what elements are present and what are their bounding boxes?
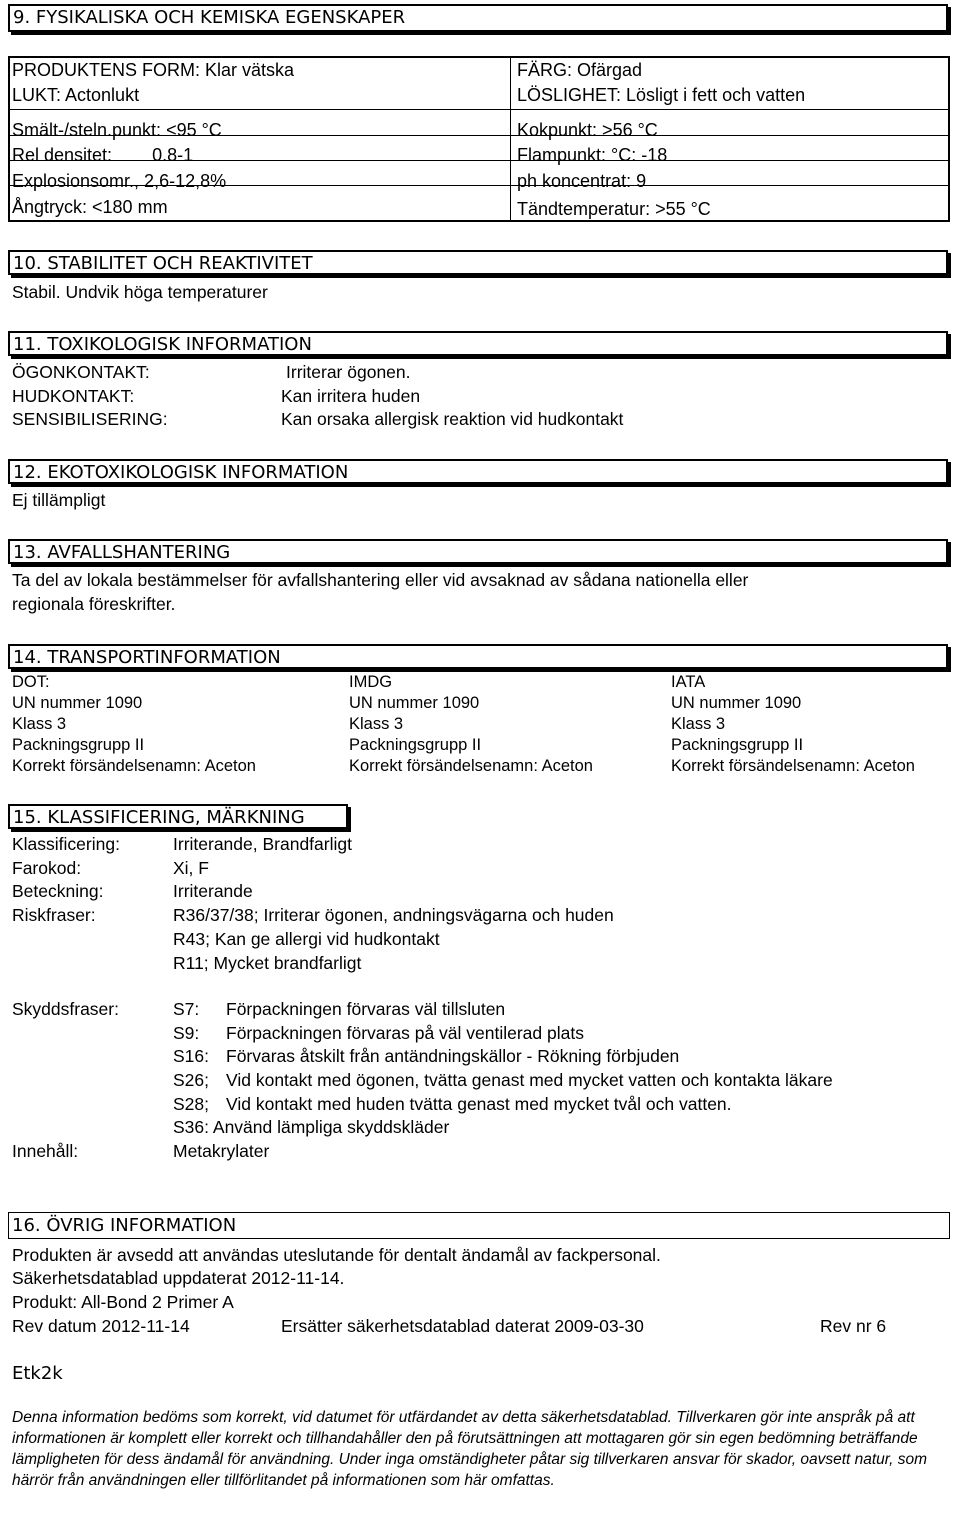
skydd-text-3: Förvaras åtskilt från antändningskällor - Rökning förbjuden [226, 1046, 680, 1066]
etk-code: Etk2k [12, 1363, 63, 1384]
klass-value: Irriterande, Brandfarligt [173, 834, 352, 854]
section-10-header [8, 250, 948, 275]
klass-label: Klassificering: [12, 834, 120, 854]
section-9-title: 9. FYSIKALISKA OCH KEMISKA EGENSKAPER [13, 7, 406, 28]
imdg-name: Korrekt försändelsenamn: Aceton [349, 757, 593, 775]
section-12-header [8, 459, 948, 484]
risk-phrase-2: R43; Kan ge allergi vid hudkontakt [173, 929, 440, 949]
bet-label: Beteckning: [12, 881, 104, 901]
inneh-value: Metakrylater [173, 1141, 270, 1161]
section-14-header [8, 644, 948, 669]
skydd-code-2: S9: [173, 1023, 200, 1043]
skydd-code-5: S28; [173, 1094, 209, 1114]
disclaimer-text: Denna information bedöms som korrekt, vid datumet för utfärdandet av detta säkerhetsdatablad. Tillverkaren gör inte anspråk på att informationen är komplett eller korrekt och tillhandahåller den på förutsättningen att mottagaren gör sin egen bedömning beträffande lämpligheten för dess ändamål för användning. Under inga omständigheter påtar sig tillverkaren ansvar för skador, oavsett natur, som härrör från användningen eller tillförlitandet på informationen som här omfattas. [12, 1409, 928, 1489]
dot-pack: Packningsgrupp II [12, 736, 145, 754]
prop-flash: Flampunkt: °C: -18 [517, 145, 668, 165]
table-divider [510, 58, 511, 220]
info-line-2: Säkerhetsdatablad uppdaterat 2012-11-14. [12, 1268, 345, 1288]
ecotox-text: Ej tillämpligt [12, 490, 106, 510]
dot-class: Klass 3 [12, 715, 67, 733]
imdg-label: IMDG [349, 673, 393, 691]
risk-phrase-3: R11; Mycket brandfarligt [173, 953, 362, 973]
faro-label: Farokod: [12, 858, 82, 878]
prop-boiling: Kokpunkt: >56 °C [517, 120, 658, 140]
section-16-title: 16. ÖVRIG INFORMATION [12, 1215, 237, 1236]
section-12-title: 12. EKOTOXIKOLOGISK INFORMATION [13, 462, 349, 483]
skydd-text-4: Vid kontakt med ögonen, tvätta genast med mycket vatten och kontakta läkare [226, 1070, 833, 1090]
iata-label: IATA [671, 673, 706, 691]
section-13-title: 13. AVFALLSHANTERING [13, 542, 231, 563]
section-10-title: 10. STABILITET OCH REAKTIVITET [13, 253, 313, 274]
skydd-text-1: Förpackningen förvaras väl tillsluten [226, 999, 506, 1019]
section-14-title: 14. TRANSPORTINFORMATION [13, 647, 281, 668]
skydd-text-2: Förpackningen förvaras på väl ventilerad plats [226, 1023, 584, 1043]
tox-value-eye: Irriterar ögonen. [286, 362, 411, 382]
section-13-header [8, 539, 948, 564]
section-15-header [8, 804, 348, 829]
tox-value-skin: Kan irritera huden [281, 386, 421, 406]
inneh-label: Innehåll: [12, 1141, 79, 1161]
iata-class: Klass 3 [671, 715, 726, 733]
rev-date: Rev datum 2012-11-14 [12, 1316, 190, 1336]
waste-text-2: regionala föreskrifter. [12, 594, 176, 614]
tox-label-skin: HUDKONTAKT: [12, 386, 135, 406]
iata-un: UN nummer 1090 [671, 694, 802, 712]
prop-odor: LUKT: Actonlukt [12, 85, 140, 105]
dot-un: UN nummer 1090 [12, 694, 143, 712]
skydd-s36: S36: Använd lämpliga skyddskläder [173, 1117, 450, 1137]
prop-melting: Smält-/steln.punkt: <95 °C [12, 120, 222, 140]
prop-ph: ph koncentrat: 9 [517, 171, 647, 191]
table-row [10, 109, 948, 110]
waste-text-1: Ta del av lokala bestämmelser för avfallshantering eller vid avsaknad av sådana nationella eller [12, 570, 749, 590]
section-15-title: 15. KLASSIFICERING, MÄRKNING [13, 807, 305, 828]
imdg-pack: Packningsgrupp II [349, 736, 482, 754]
section-9-header [8, 4, 948, 32]
replaces: Ersätter säkerhetsdatablad daterat 2009-03-30 [281, 1316, 644, 1336]
stability-text: Stabil. Undvik höga temperaturer [12, 282, 268, 302]
tox-label-eye: ÖGONKONTAKT: [12, 362, 150, 382]
prop-solubility: LÖSLIGHET: Lösligt i fett och vatten [517, 85, 806, 105]
tox-value-sens: Kan orsaka allergisk reaktion vid hudkontakt [281, 409, 624, 429]
dot-name: Korrekt försändelsenamn: Aceton [12, 757, 256, 775]
iata-pack: Packningsgrupp II [671, 736, 804, 754]
iata-name: Korrekt försändelsenamn: Aceton [671, 757, 915, 775]
prop-vapor: Ångtryck: <180 mm [12, 197, 168, 217]
skydd-text-5: Vid kontakt med huden tvätta genast med mycket tvål och vatten. [226, 1094, 732, 1114]
section-11-title: 11. TOXIKOLOGISK INFORMATION [13, 334, 312, 355]
info-line-3: Produkt: All-Bond 2 Primer A [12, 1292, 234, 1312]
imdg-un: UN nummer 1090 [349, 694, 480, 712]
section-16-header [8, 1212, 950, 1239]
prop-explosion: Explosionsomr., 2,6-12,8% [12, 171, 227, 191]
imdg-class: Klass 3 [349, 715, 404, 733]
prop-form: PRODUKTENS FORM: Klar vätska [12, 60, 295, 80]
risk-label: Riskfraser: [12, 905, 96, 925]
skydd-code-4: S26; [173, 1070, 209, 1090]
prop-ignition: Tändtemperatur: >55 °C [517, 199, 711, 219]
skydd-code-1: S7: [173, 999, 200, 1019]
skydd-code-3: S16: [173, 1046, 209, 1066]
tox-label-sens: SENSIBILISERING: [12, 409, 168, 429]
prop-color: FÄRG: Ofärgad [517, 60, 643, 80]
section-11-header [8, 331, 948, 356]
risk-phrase-1: R36/37/38; Irriterar ögonen, andningsvägarna och huden [173, 905, 614, 925]
rev-number: Rev nr 6 [820, 1316, 887, 1336]
dot-label: DOT: [12, 673, 50, 691]
prop-density: Rel densitet: 0.8-1 [12, 145, 194, 165]
faro-value: Xi, F [173, 858, 209, 878]
bet-value: Irriterande [173, 881, 253, 901]
info-line-1: Produkten är avsedd att användas uteslutande för dentalt ändamål av fackpersonal. [12, 1245, 661, 1265]
skydd-label: Skyddsfraser: [12, 999, 119, 1019]
